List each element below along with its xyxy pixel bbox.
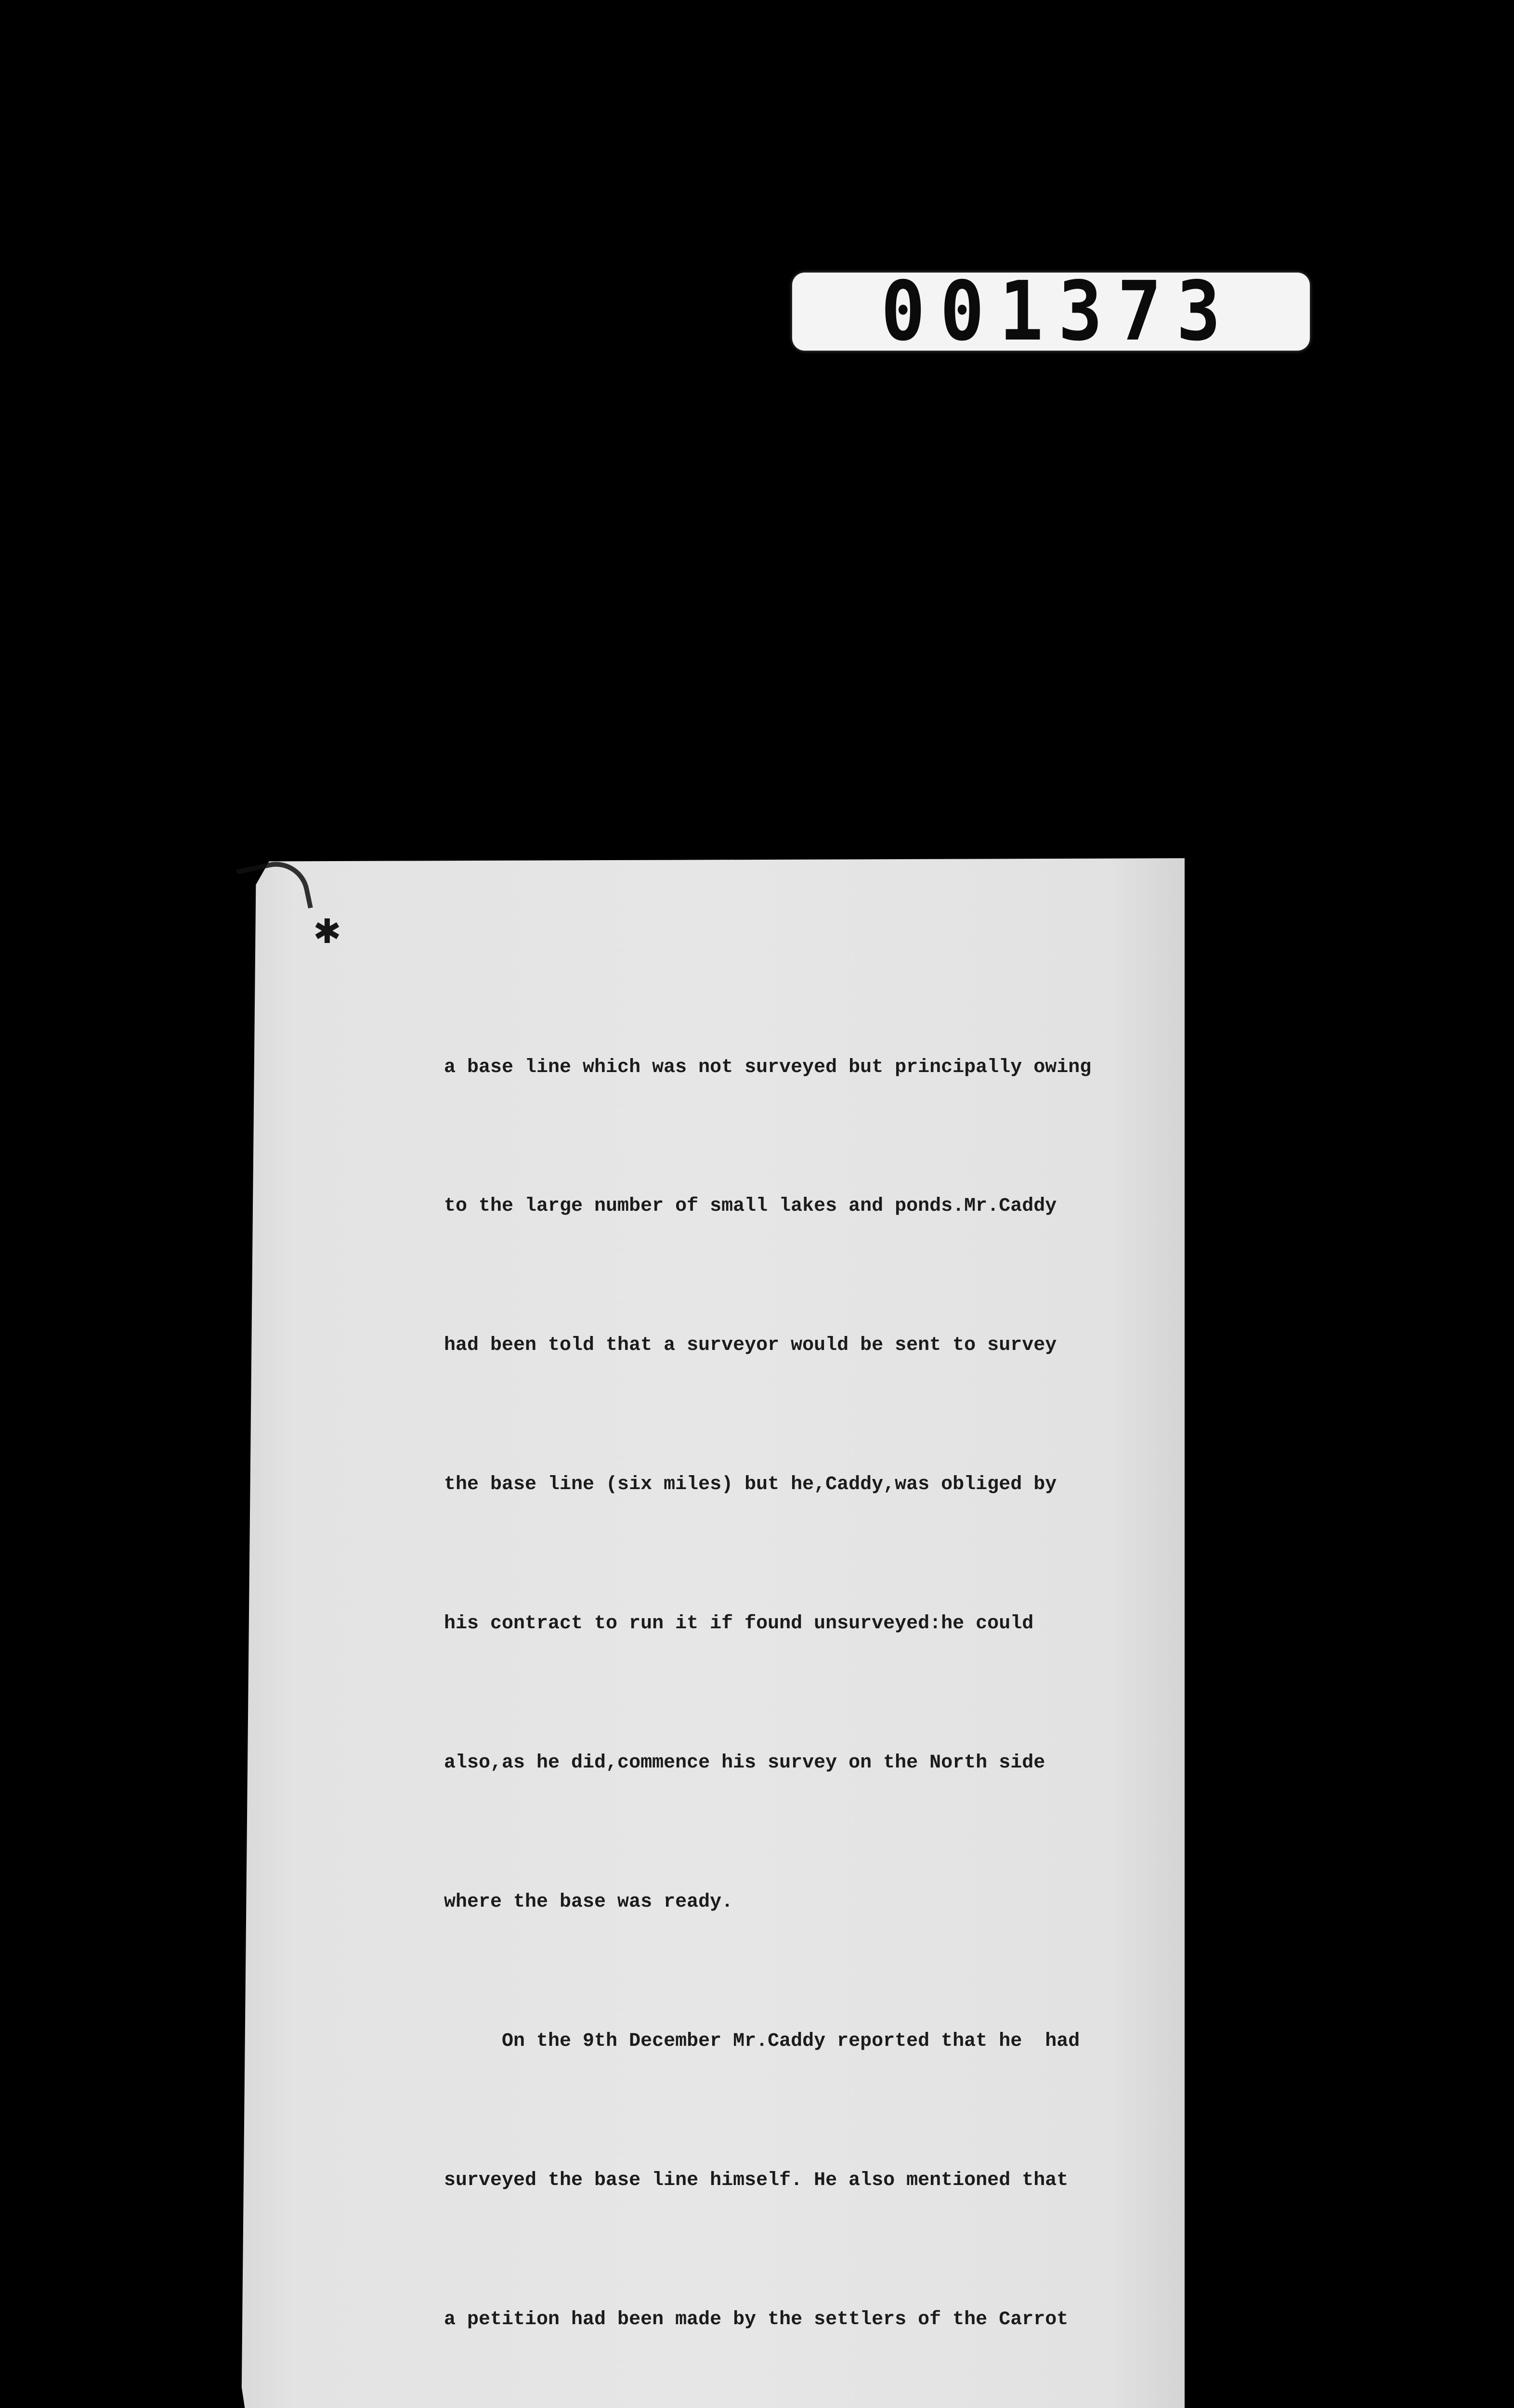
text-line: a petition had been made by the settlers of the Carrot — [444, 2308, 1069, 2330]
text-line: to the large number of small lakes and ponds.Mr.Caddy — [444, 1195, 1057, 1217]
text-line: a base line which was not surveyed but principally owing — [444, 1056, 1092, 1078]
text-line: also,as he did,commence his survey on the North side — [444, 1752, 1045, 1774]
text-line: surveyed the base line himself. He also mentioned that — [444, 2169, 1069, 2191]
text-line: On the 9th December Mr.Caddy reported that he had — [444, 2030, 1080, 2052]
frame-number-label — [792, 264, 1310, 359]
text-line: where the base was ready. — [444, 1891, 733, 1913]
text-line: the base line (six miles) but he,Caddy,was obliged by — [444, 1474, 1057, 1496]
document-text — [444, 952, 1128, 2408]
ink-blot-icon: ✱ — [313, 912, 341, 951]
text-line: his contract to run it if found unsurveyed:he could — [444, 1613, 1034, 1635]
frame-number: 001373 — [881, 264, 1236, 359]
text-line: had been told that a surveyor would be sent to survey — [444, 1335, 1057, 1357]
